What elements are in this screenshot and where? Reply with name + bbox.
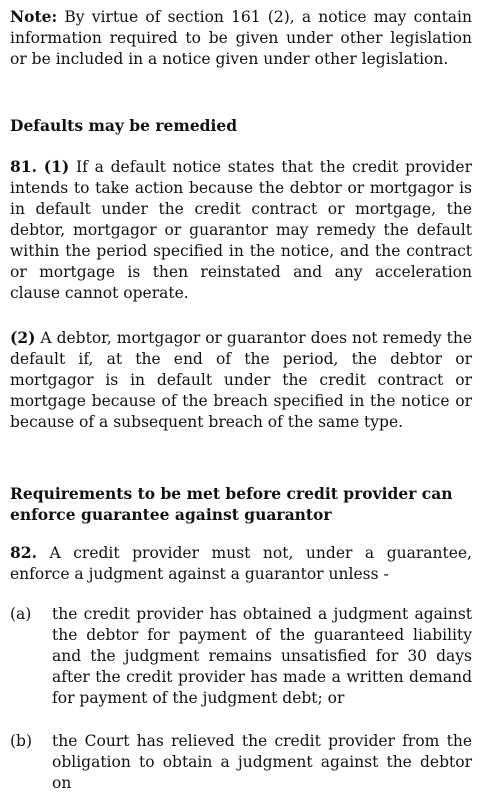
section-81-subsection-2 xyxy=(10,327,472,433)
section-82-number: 82. xyxy=(10,543,37,562)
list-item-label: (a) xyxy=(10,605,32,623)
section-82-intro-paragraph xyxy=(10,542,472,585)
note-text: By virtue of section 161 (2), a notice may contain information required to be given under other legislation or be included in a notice given under other legislation. xyxy=(10,8,472,68)
section-81-sub1-label: (1) xyxy=(43,157,70,176)
section-81-sub1-text: If a default notice states that the credit provider intends to take action because the debtor or mortgagor is in default under the credit contract or mortgage, the debtor, mortgagor or guarantor may remedy the default within the period specified in the notice, and the contract or mortgage is then reinstated and any acceleration clause cannot operate. xyxy=(10,158,472,302)
section-82-intro: A credit provider must not, under a guarantee, enforce a judgment against a guarantor unless - xyxy=(10,544,472,583)
list-item xyxy=(10,731,472,794)
list-item-label: (b) xyxy=(10,732,33,750)
section-81-sub2-text: A debtor, mortgagor or guarantor does not remedy the default if, at the end of the period, the debtor or mortgagor is in default under the credit contract or mortgage because of the breach specified in the notice or because of a subsequent breach of the same type. xyxy=(10,329,472,431)
note-label: Note: xyxy=(10,7,58,26)
section-81-heading: Defaults may be remedied xyxy=(10,116,238,135)
list-item xyxy=(10,604,472,709)
section-81-sub2-label: (2) xyxy=(10,328,36,347)
section-81-subsection-1 xyxy=(10,156,472,304)
list-item-text: the credit provider has obtained a judgment against the debtor for payment of the guaranteed liability and the judgment remains unsatisfied for 30 days after the credit provider has made a written demand for payment of the judgment debt; or xyxy=(52,605,472,707)
section-82-heading: Requirements to be met before credit provider can enforce guarantee against guarantor xyxy=(10,484,453,524)
list-item-text: the Court has relieved the credit provider from the obligation to obtain a judgment against the debtor on xyxy=(52,732,472,792)
note-paragraph xyxy=(10,6,472,70)
section-81-number: 81. xyxy=(10,157,37,176)
